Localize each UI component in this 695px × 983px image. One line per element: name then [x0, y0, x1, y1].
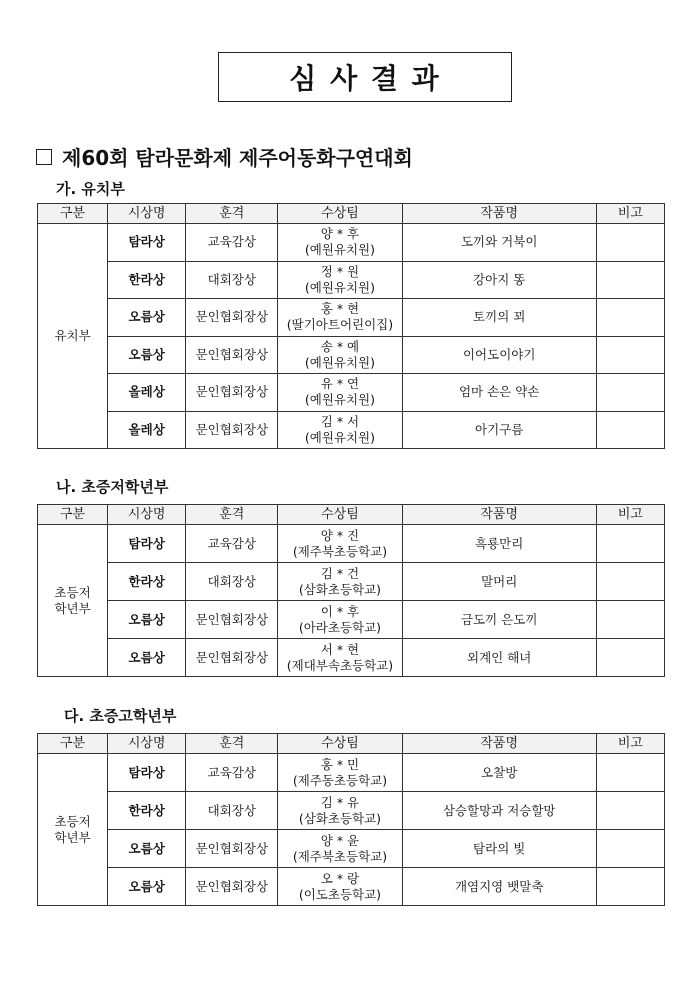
work-cell: 이어도이야기 — [402, 336, 596, 374]
team-org: (제주북초등학교) — [292, 848, 388, 864]
award-cell: 오름상 — [108, 830, 186, 868]
team-name: 양 * 윤 — [320, 832, 360, 848]
grade-cell: 교육감상 — [186, 754, 278, 792]
grade-cell: 문인협회장상 — [186, 411, 278, 449]
grade-cell: 문인협회장상 — [186, 639, 278, 677]
column-header: 수상팀 — [278, 505, 402, 525]
note-cell — [596, 336, 664, 374]
work-cell: 흑룡만리 — [402, 525, 596, 563]
work-cell: 개염지영 뱃말축 — [402, 868, 596, 906]
work-cell: 토끼의 꾀 — [402, 299, 596, 337]
column-header: 비고 — [596, 734, 664, 754]
column-header: 구분 — [38, 505, 108, 525]
team-org: (제주동초등학교) — [292, 772, 388, 788]
team-cell — [278, 525, 402, 563]
team-cell — [278, 792, 402, 830]
section-heading — [36, 142, 413, 171]
column-header: 시상명 — [108, 505, 186, 525]
column-header: 비고 — [596, 204, 664, 224]
team-name: 이 * 후 — [320, 603, 360, 619]
note-cell — [596, 754, 664, 792]
team-org: (제대부속초등학교) — [286, 657, 394, 673]
team-name: 김 * 서 — [320, 413, 360, 429]
award-cell: 올레상 — [108, 374, 186, 412]
team-org: (예원유치원) — [304, 429, 376, 445]
grade-cell: 문인협회장상 — [186, 336, 278, 374]
table-row — [38, 525, 665, 563]
note-cell — [596, 224, 664, 262]
note-cell — [596, 374, 664, 412]
team-org: (삼화초등학교) — [298, 810, 382, 826]
column-header: 시상명 — [108, 204, 186, 224]
team-cell — [278, 639, 402, 677]
work-cell: 탐라의 빛 — [402, 830, 596, 868]
team-cell — [278, 868, 402, 906]
note-cell — [596, 601, 664, 639]
award-cell: 오름상 — [108, 868, 186, 906]
team-cell — [278, 754, 402, 792]
work-cell: 금도끼 은도끼 — [402, 601, 596, 639]
column-header: 수상팀 — [278, 734, 402, 754]
team-name: 정 * 원 — [320, 263, 360, 279]
team-org: (딸기아트어린이집) — [286, 317, 394, 333]
column-header: 비고 — [596, 505, 664, 525]
checkbox-icon — [36, 149, 52, 165]
grade-cell: 문인협회장상 — [186, 601, 278, 639]
note-cell — [596, 299, 664, 337]
award-cell: 탐라상 — [108, 754, 186, 792]
team-name: 유 * 연 — [320, 376, 360, 392]
table-header-row — [38, 505, 665, 525]
table-row — [38, 299, 665, 337]
team-org: (예원유치원) — [304, 279, 376, 295]
team-name: 송 * 예 — [320, 338, 360, 354]
award-cell: 올레상 — [108, 411, 186, 449]
note-cell — [596, 563, 664, 601]
team-name: 홍 * 민 — [320, 756, 360, 772]
category-cell: 초등저 학년부 — [38, 525, 108, 677]
table-row — [38, 336, 665, 374]
award-cell: 탐라상 — [108, 525, 186, 563]
team-name: 홍 * 현 — [320, 301, 360, 317]
team-org: (이도초등학교) — [298, 886, 382, 902]
table-row — [38, 639, 665, 677]
grade-cell: 문인협회장상 — [186, 299, 278, 337]
award-cell: 오름상 — [108, 299, 186, 337]
team-cell — [278, 374, 402, 412]
grade-cell: 대회장상 — [186, 792, 278, 830]
table-row — [38, 601, 665, 639]
work-cell: 아기구름 — [402, 411, 596, 449]
column-header: 작품명 — [402, 505, 596, 525]
category-cell: 초등저 학년부 — [38, 754, 108, 906]
column-header: 훈격 — [186, 505, 278, 525]
column-header: 구분 — [38, 204, 108, 224]
award-cell: 오름상 — [108, 336, 186, 374]
team-name: 오 * 랑 — [320, 870, 360, 886]
note-cell — [596, 261, 664, 299]
team-cell — [278, 336, 402, 374]
team-org: (제주북초등학교) — [292, 543, 388, 559]
team-cell — [278, 830, 402, 868]
team-org: (삼화초등학교) — [298, 581, 382, 597]
table-row — [38, 224, 665, 262]
team-org: (예원유치원) — [304, 354, 376, 370]
note-cell — [596, 639, 664, 677]
table-row — [38, 261, 665, 299]
subheading-upper-elementary: 다. 초증고학년부 — [64, 707, 177, 725]
award-cell: 한라상 — [108, 563, 186, 601]
grade-cell: 대회장상 — [186, 261, 278, 299]
work-cell: 엄마 손은 약손 — [402, 374, 596, 412]
category-cell: 유치부 — [38, 224, 108, 449]
award-cell: 한라상 — [108, 792, 186, 830]
work-cell: 도끼와 거북이 — [402, 224, 596, 262]
heading-text: 제60회 탐라문화제 제주어동화구연대회 — [62, 146, 413, 170]
award-cell: 오름상 — [108, 601, 186, 639]
column-header: 시상명 — [108, 734, 186, 754]
award-cell: 탐라상 — [108, 224, 186, 262]
work-cell: 오찰방 — [402, 754, 596, 792]
table-header-row — [38, 734, 665, 754]
team-name: 김 * 유 — [320, 794, 360, 810]
work-cell: 강아지 똥 — [402, 261, 596, 299]
grade-cell: 문인협회장상 — [186, 830, 278, 868]
table-row — [38, 411, 665, 449]
table-row — [38, 868, 665, 906]
column-header: 수상팀 — [278, 204, 402, 224]
results-table-upper-elementary — [37, 733, 665, 906]
team-org: (아라초등학교) — [298, 619, 382, 635]
work-cell: 삼승할망과 저승할망 — [402, 792, 596, 830]
team-name: 김 * 건 — [320, 565, 360, 581]
grade-cell: 문인협회장상 — [186, 868, 278, 906]
team-cell — [278, 563, 402, 601]
subheading-lower-elementary: 나. 초증저학년부 — [56, 478, 169, 496]
grade-cell: 교육감상 — [186, 525, 278, 563]
table-header-row — [38, 204, 665, 224]
table-row — [38, 792, 665, 830]
results-table-kindergarten — [37, 203, 665, 449]
grade-cell: 문인협회장상 — [186, 374, 278, 412]
grade-cell: 대회장상 — [186, 563, 278, 601]
column-header: 구분 — [38, 734, 108, 754]
subheading-kindergarten: 가. 유치부 — [56, 180, 125, 198]
team-cell — [278, 601, 402, 639]
table-row — [38, 754, 665, 792]
award-cell: 오름상 — [108, 639, 186, 677]
award-cell: 한라상 — [108, 261, 186, 299]
work-cell: 외계인 해녀 — [402, 639, 596, 677]
grade-cell: 교육감상 — [186, 224, 278, 262]
note-cell — [596, 411, 664, 449]
team-name: 양 * 진 — [320, 527, 360, 543]
note-cell — [596, 830, 664, 868]
table-row — [38, 830, 665, 868]
team-name: 양 * 후 — [320, 226, 360, 242]
column-header: 작품명 — [402, 204, 596, 224]
page-title: 심 사 결 과 — [218, 52, 512, 102]
table-row — [38, 374, 665, 412]
team-org: (예원유치원) — [304, 392, 376, 408]
column-header: 작품명 — [402, 734, 596, 754]
team-cell — [278, 299, 402, 337]
column-header: 훈격 — [186, 734, 278, 754]
note-cell — [596, 525, 664, 563]
column-header: 훈격 — [186, 204, 278, 224]
note-cell — [596, 868, 664, 906]
team-cell — [278, 261, 402, 299]
team-org: (예원유치원) — [304, 242, 376, 258]
table-row — [38, 563, 665, 601]
team-name: 서 * 현 — [320, 641, 360, 657]
team-cell — [278, 411, 402, 449]
note-cell — [596, 792, 664, 830]
work-cell: 말머리 — [402, 563, 596, 601]
team-cell — [278, 224, 402, 262]
results-table-lower-elementary — [37, 504, 665, 677]
